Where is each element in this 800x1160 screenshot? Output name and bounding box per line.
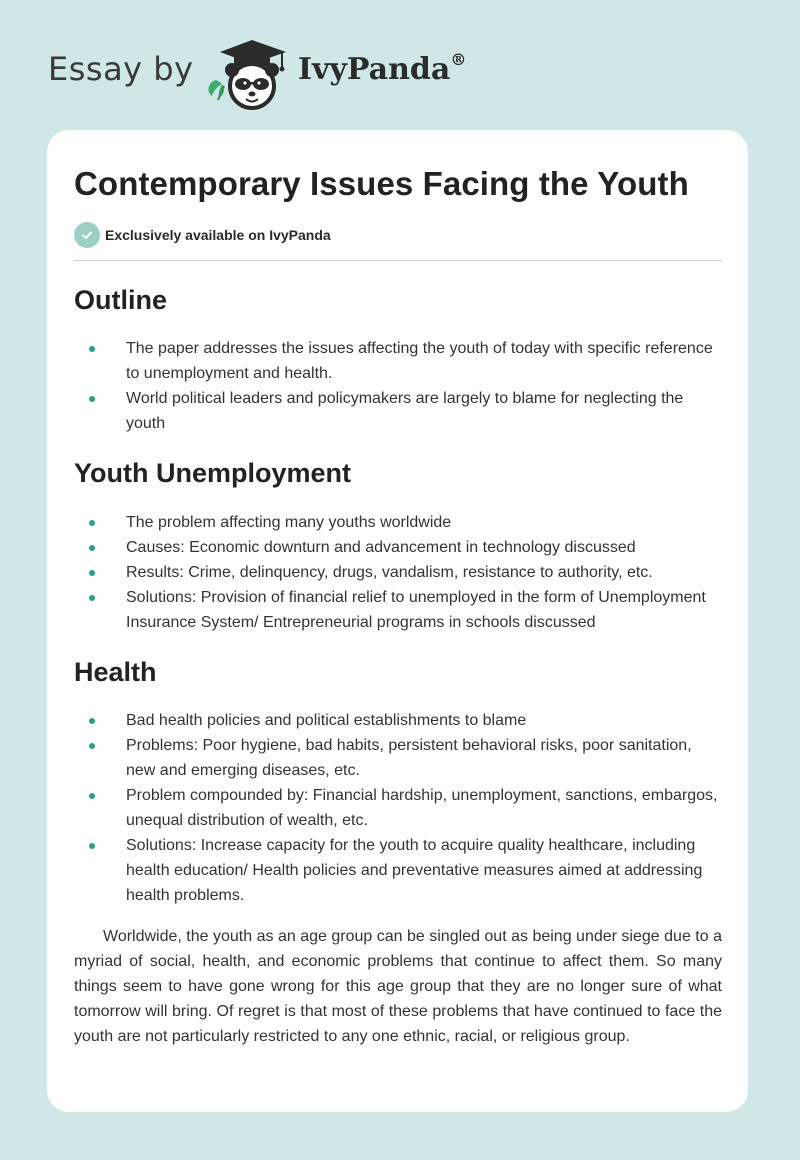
title-divider [74, 260, 722, 261]
essay-card [47, 130, 748, 1112]
body-paragraph: Worldwide, the youth as an age group can be singled out as being under siege due to a myriad of social, health, and economic problems that continue to affect them. So many things seem to have gone wrong for this age group that they are no longer sure of what tomorrow will bring. Of regret is that most of these problems that have continued to face the youth are not particularly restricted to any one ethnic, racial, or religious group. [74, 928, 722, 1045]
page-title: Contemporary Issues Facing the Youth [74, 165, 689, 202]
list-item: Causes: Economic downturn and advancement in technology discussed [126, 535, 722, 560]
list-item: The problem affecting many youths worldwide [126, 510, 722, 535]
bullet-list [74, 336, 722, 436]
exclusive-badge [74, 222, 722, 248]
list-item: The paper addresses the issues affecting the youth of today with specific reference to unemployment and health. [126, 336, 722, 386]
exclusive-badge-label: Exclusively available on IvyPanda [105, 227, 331, 243]
section-youth-unemployment [74, 456, 722, 635]
bullet-list [74, 510, 722, 635]
list-item: Solutions: Increase capacity for the youth to acquire quality healthcare, including health education/ Health policies and preventative measures aimed at addressing health problems. [126, 833, 722, 908]
section-outline [74, 283, 722, 436]
section-heading: Youth Unemployment [74, 458, 352, 488]
bullet-list [74, 708, 722, 908]
list-item: Results: Crime, delinquency, drugs, vandalism, resistance to authority, etc. [126, 560, 722, 585]
brand-name: IvyPanda [298, 52, 451, 87]
section-health [74, 655, 722, 908]
list-item: World political leaders and policymakers are largely to blame for neglecting the youth [126, 386, 722, 436]
panda-graduate-icon[interactable] [202, 36, 292, 112]
essay-by-label: Essay by [48, 50, 194, 88]
checkmark-icon [80, 228, 94, 242]
list-item: Problems: Poor hygiene, bad habits, persistent behavioral risks, poor sanitation, new and emerging diseases, etc. [126, 733, 722, 783]
section-heading: Health [74, 657, 157, 687]
section-heading: Outline [74, 285, 167, 315]
list-item: Problem compounded by: Financial hardship, unemployment, sanctions, embargos, unequal distribution of wealth, etc. [126, 783, 722, 833]
registered-mark: ® [450, 50, 467, 69]
list-item: Solutions: Provision of financial relief to unemployed in the form of Unemployment Insurance System/ Entrepreneurial programs in schools discussed [126, 585, 722, 635]
brand-wordmark[interactable] [298, 52, 466, 87]
check-circle-icon [74, 222, 100, 248]
site-header [48, 32, 548, 112]
list-item: Bad health policies and political establishments to blame [126, 708, 722, 733]
